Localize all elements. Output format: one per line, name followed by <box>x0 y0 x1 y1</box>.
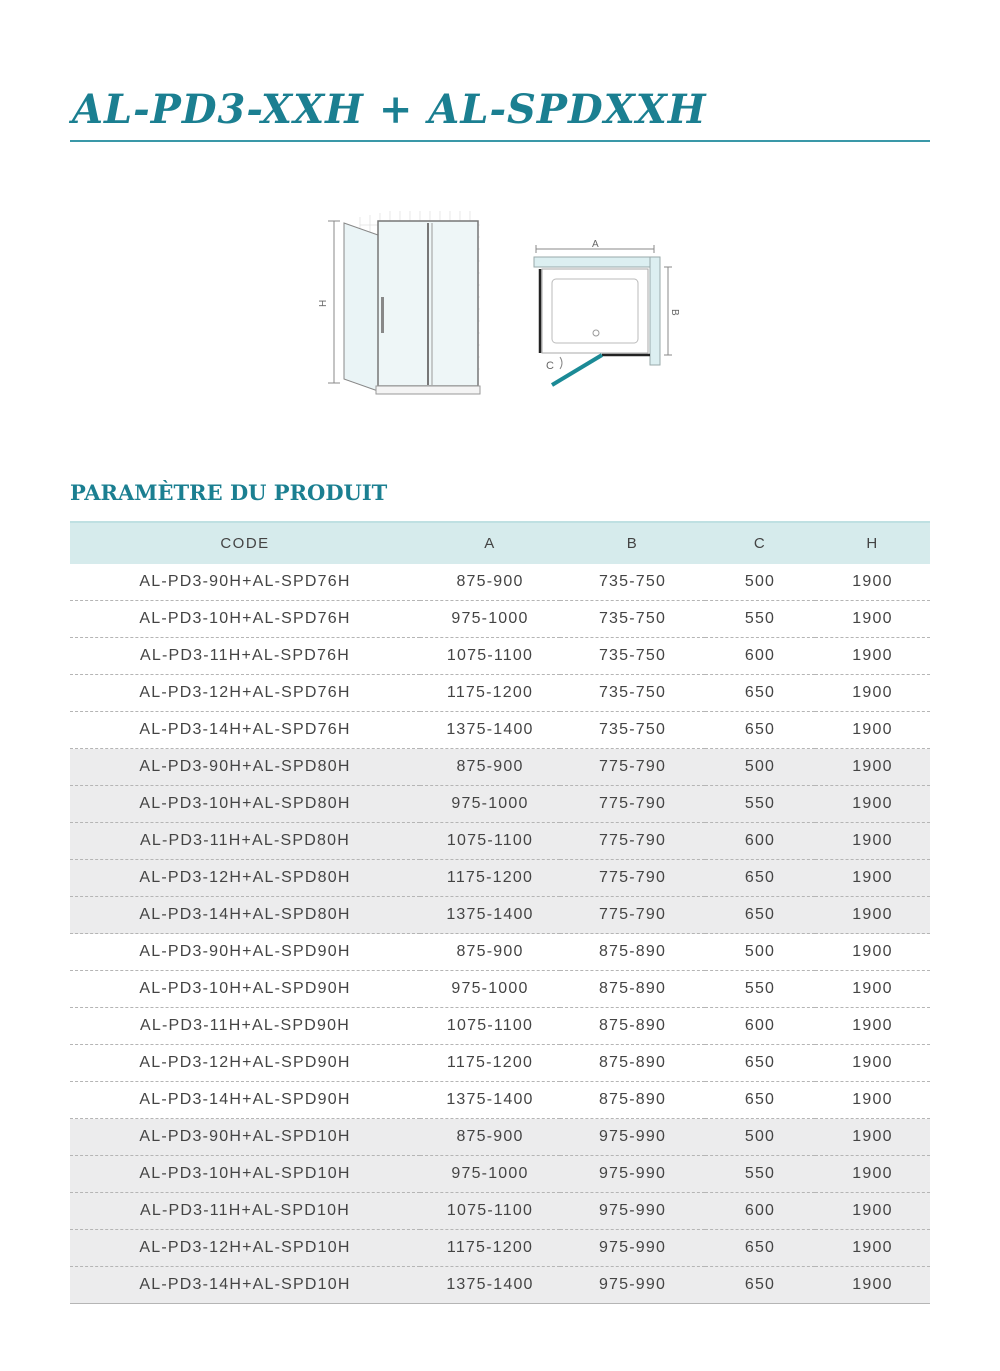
cell-h: 1900 <box>815 675 930 712</box>
cell-h: 1900 <box>815 1082 930 1119</box>
cell-b: 875-890 <box>560 1008 705 1045</box>
table-row <box>70 1082 930 1119</box>
cell-a: 1075-1100 <box>420 1008 560 1045</box>
cell-c: 550 <box>705 601 815 638</box>
cell-a: 975-1000 <box>420 601 560 638</box>
table-row <box>70 1193 930 1230</box>
cell-code: AL-PD3-12H+AL-SPD10H <box>70 1230 420 1267</box>
cell-h: 1900 <box>815 971 930 1008</box>
title-divider <box>70 140 930 142</box>
cell-c: 650 <box>705 675 815 712</box>
dimension-label-b: B <box>669 309 680 316</box>
page-title: AL-PD3-XXH + AL-SPDXXH <box>72 86 707 133</box>
dimension-label-h: H <box>318 299 329 307</box>
cell-a: 1375-1400 <box>420 897 560 934</box>
cell-a: 1375-1400 <box>420 1267 560 1304</box>
cell-a: 875-900 <box>420 749 560 786</box>
table-row <box>70 638 930 675</box>
cell-b: 775-790 <box>560 749 705 786</box>
cell-h: 1900 <box>815 749 930 786</box>
cell-a: 1175-1200 <box>420 1045 560 1082</box>
door-handle <box>381 297 384 333</box>
cell-a: 875-900 <box>420 934 560 971</box>
cell-c: 600 <box>705 1008 815 1045</box>
cell-h: 1900 <box>815 934 930 971</box>
cell-b: 975-990 <box>560 1156 705 1193</box>
cell-b: 875-890 <box>560 971 705 1008</box>
cell-a: 1075-1100 <box>420 1193 560 1230</box>
cell-code: AL-PD3-90H+AL-SPD76H <box>70 564 420 601</box>
cell-h: 1900 <box>815 897 930 934</box>
table-header-row <box>70 522 930 564</box>
table-row <box>70 786 930 823</box>
cell-code: AL-PD3-10H+AL-SPD10H <box>70 1156 420 1193</box>
cell-h: 1900 <box>815 1193 930 1230</box>
cell-b: 775-790 <box>560 860 705 897</box>
cell-b: 735-750 <box>560 712 705 749</box>
cell-a: 1075-1100 <box>420 638 560 675</box>
cell-b: 775-790 <box>560 786 705 823</box>
cell-b: 775-790 <box>560 823 705 860</box>
cell-a: 1375-1400 <box>420 712 560 749</box>
cell-c: 650 <box>705 897 815 934</box>
table-row <box>70 712 930 749</box>
cell-c: 650 <box>705 1230 815 1267</box>
cell-a: 875-900 <box>420 564 560 601</box>
cell-b: 975-990 <box>560 1267 705 1304</box>
cell-code: AL-PD3-90H+AL-SPD90H <box>70 934 420 971</box>
cell-c: 500 <box>705 1119 815 1156</box>
cell-code: AL-PD3-11H+AL-SPD76H <box>70 638 420 675</box>
shower-diagram-svg <box>320 205 690 415</box>
table-row <box>70 897 930 934</box>
cell-c: 650 <box>705 1082 815 1119</box>
table-row <box>70 1156 930 1193</box>
column-header-code: CODE <box>70 522 420 564</box>
cell-b: 775-790 <box>560 897 705 934</box>
cell-h: 1900 <box>815 1230 930 1267</box>
cell-b: 735-750 <box>560 675 705 712</box>
table-row <box>70 601 930 638</box>
cell-c: 500 <box>705 934 815 971</box>
table-row <box>70 1119 930 1156</box>
cell-code: AL-PD3-14H+AL-SPD90H <box>70 1082 420 1119</box>
cell-h: 1900 <box>815 786 930 823</box>
table-row <box>70 934 930 971</box>
cell-a: 1175-1200 <box>420 860 560 897</box>
column-header-b: B <box>560 522 705 564</box>
cell-a: 975-1000 <box>420 786 560 823</box>
product-parameter-table <box>70 521 930 1304</box>
cell-c: 550 <box>705 786 815 823</box>
table-row <box>70 1008 930 1045</box>
cell-code: AL-PD3-11H+AL-SPD80H <box>70 823 420 860</box>
cell-h: 1900 <box>815 1008 930 1045</box>
cell-c: 650 <box>705 712 815 749</box>
cell-h: 1900 <box>815 860 930 897</box>
cell-c: 550 <box>705 1156 815 1193</box>
cell-h: 1900 <box>815 1119 930 1156</box>
table-row <box>70 971 930 1008</box>
table-row <box>70 749 930 786</box>
cell-code: AL-PD3-10H+AL-SPD80H <box>70 786 420 823</box>
cell-code: AL-PD3-90H+AL-SPD10H <box>70 1119 420 1156</box>
table-row <box>70 564 930 601</box>
cell-b: 735-750 <box>560 601 705 638</box>
cell-a: 875-900 <box>420 1119 560 1156</box>
cell-b: 735-750 <box>560 564 705 601</box>
cell-c: 550 <box>705 971 815 1008</box>
dimension-label-c: C <box>546 360 554 372</box>
table-row <box>70 1230 930 1267</box>
cell-code: AL-PD3-90H+AL-SPD80H <box>70 749 420 786</box>
cell-code: AL-PD3-12H+AL-SPD80H <box>70 860 420 897</box>
cell-code: AL-PD3-10H+AL-SPD76H <box>70 601 420 638</box>
table-row <box>70 1267 930 1304</box>
cell-c: 650 <box>705 1267 815 1304</box>
cell-code: AL-PD3-12H+AL-SPD90H <box>70 1045 420 1082</box>
cell-h: 1900 <box>815 823 930 860</box>
cell-c: 650 <box>705 1045 815 1082</box>
cell-c: 600 <box>705 1193 815 1230</box>
cell-b: 975-990 <box>560 1230 705 1267</box>
cell-code: AL-PD3-14H+AL-SPD10H <box>70 1267 420 1304</box>
cell-b: 735-750 <box>560 638 705 675</box>
cell-a: 1175-1200 <box>420 1230 560 1267</box>
cell-c: 600 <box>705 823 815 860</box>
cell-h: 1900 <box>815 1156 930 1193</box>
cell-c: 600 <box>705 638 815 675</box>
column-header-a: A <box>420 522 560 564</box>
cell-code: AL-PD3-10H+AL-SPD90H <box>70 971 420 1008</box>
cell-h: 1900 <box>815 601 930 638</box>
cell-code: AL-PD3-11H+AL-SPD10H <box>70 1193 420 1230</box>
cell-code: AL-PD3-11H+AL-SPD90H <box>70 1008 420 1045</box>
cell-h: 1900 <box>815 1267 930 1304</box>
section-title: PARAMÈTRE DU PRODUIT <box>70 480 388 505</box>
cell-h: 1900 <box>815 638 930 675</box>
cell-code: AL-PD3-14H+AL-SPD80H <box>70 897 420 934</box>
front-elevation-view <box>318 211 480 394</box>
column-header-c: C <box>705 522 815 564</box>
cell-b: 975-990 <box>560 1193 705 1230</box>
cell-h: 1900 <box>815 1045 930 1082</box>
top-plan-view <box>534 239 680 385</box>
cell-b: 875-890 <box>560 934 705 971</box>
cell-code: AL-PD3-12H+AL-SPD76H <box>70 675 420 712</box>
table-row <box>70 860 930 897</box>
cell-code: AL-PD3-14H+AL-SPD76H <box>70 712 420 749</box>
cell-a: 975-1000 <box>420 1156 560 1193</box>
cell-a: 1075-1100 <box>420 823 560 860</box>
dimension-label-a: A <box>592 239 599 250</box>
cell-a: 1375-1400 <box>420 1082 560 1119</box>
cell-a: 975-1000 <box>420 971 560 1008</box>
table-row <box>70 675 930 712</box>
cell-b: 875-890 <box>560 1045 705 1082</box>
product-diagram <box>320 205 690 415</box>
cell-b: 975-990 <box>560 1119 705 1156</box>
cell-c: 500 <box>705 564 815 601</box>
cell-b: 875-890 <box>560 1082 705 1119</box>
table-row <box>70 823 930 860</box>
cell-a: 1175-1200 <box>420 675 560 712</box>
cell-c: 650 <box>705 860 815 897</box>
cell-h: 1900 <box>815 712 930 749</box>
cell-c: 500 <box>705 749 815 786</box>
column-header-h: H <box>815 522 930 564</box>
table-row <box>70 1045 930 1082</box>
cell-h: 1900 <box>815 564 930 601</box>
